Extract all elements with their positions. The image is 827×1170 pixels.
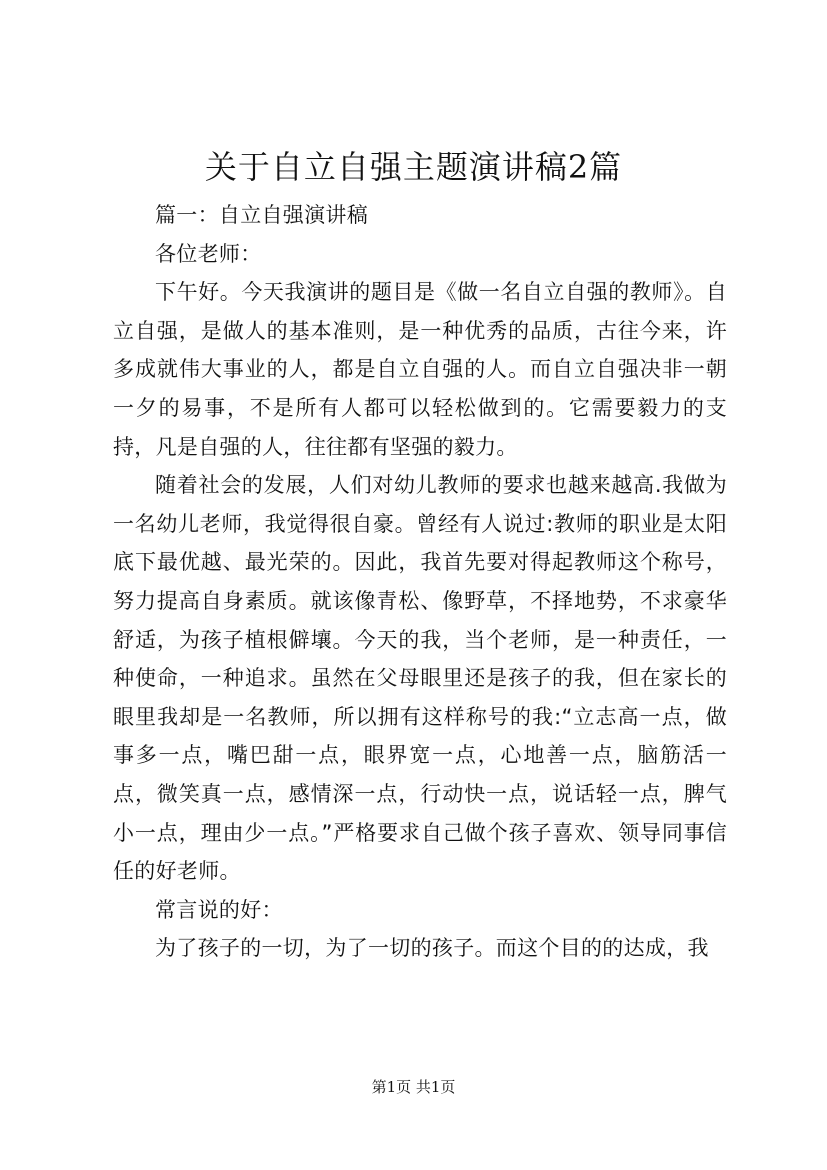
page-number-footer: 第1页 共1页 [371, 1078, 456, 1096]
paragraph-salutation: 各位老师： [155, 241, 262, 266]
paragraph-saying: 常言说的好： [155, 897, 283, 922]
paragraph-section-heading: 篇一：自立自强演讲稿 [155, 203, 368, 227]
paragraph-teacher-role: 随着社会的发展，人们对幼儿教师的要求也越来越高.我做为一名幼儿老师，我觉得很自豪。曾经有人说过:教师的职业是太阳底下最优越、最光荣的。因此，我首先要对得起教师这个称号，努力提高自身素质。就该像青松、像野草，不择地势，不求豪华舒适，为孩子植根僻壤。今天的我，当个老师，是一种责任，一种使命，一种追求。虽然在父母眼里还是孩子的我，但在家长的眼里我却是一名教师，所以拥有这样称号的我:“立志高一点，做事多一点，嘴巴甜一点，眼界宽一点，心地善一点，脑筋活一点，微笑真一点，感情深一点，行动快一点，说话轻一点，脾气小一点，理由少一点。”严格要求自己做个孩子喜欢、领导同事信任的好老师。 [113, 473, 727, 884]
paragraph-intro: 下午好。今天我演讲的题目是《做一名自立自强的教师》。自立自强，是做人的基本准则，是一种优秀的品质，古往今来，许多成就伟大事业的人，都是自立自强的人。而自立自强决非一朝一夕的易事，不是所有人都可以轻松做到的。它需要毅力的支持，凡是自强的人，往往都有坚强的毅力。 [113, 280, 727, 459]
paragraph-for-children: 为了孩子的一切，为了一切的孩子。而这个目的的达成，我 [155, 936, 709, 961]
document-body [113, 196, 727, 968]
document-title: 关于自立自强主题演讲稿2篇 [204, 148, 623, 186]
